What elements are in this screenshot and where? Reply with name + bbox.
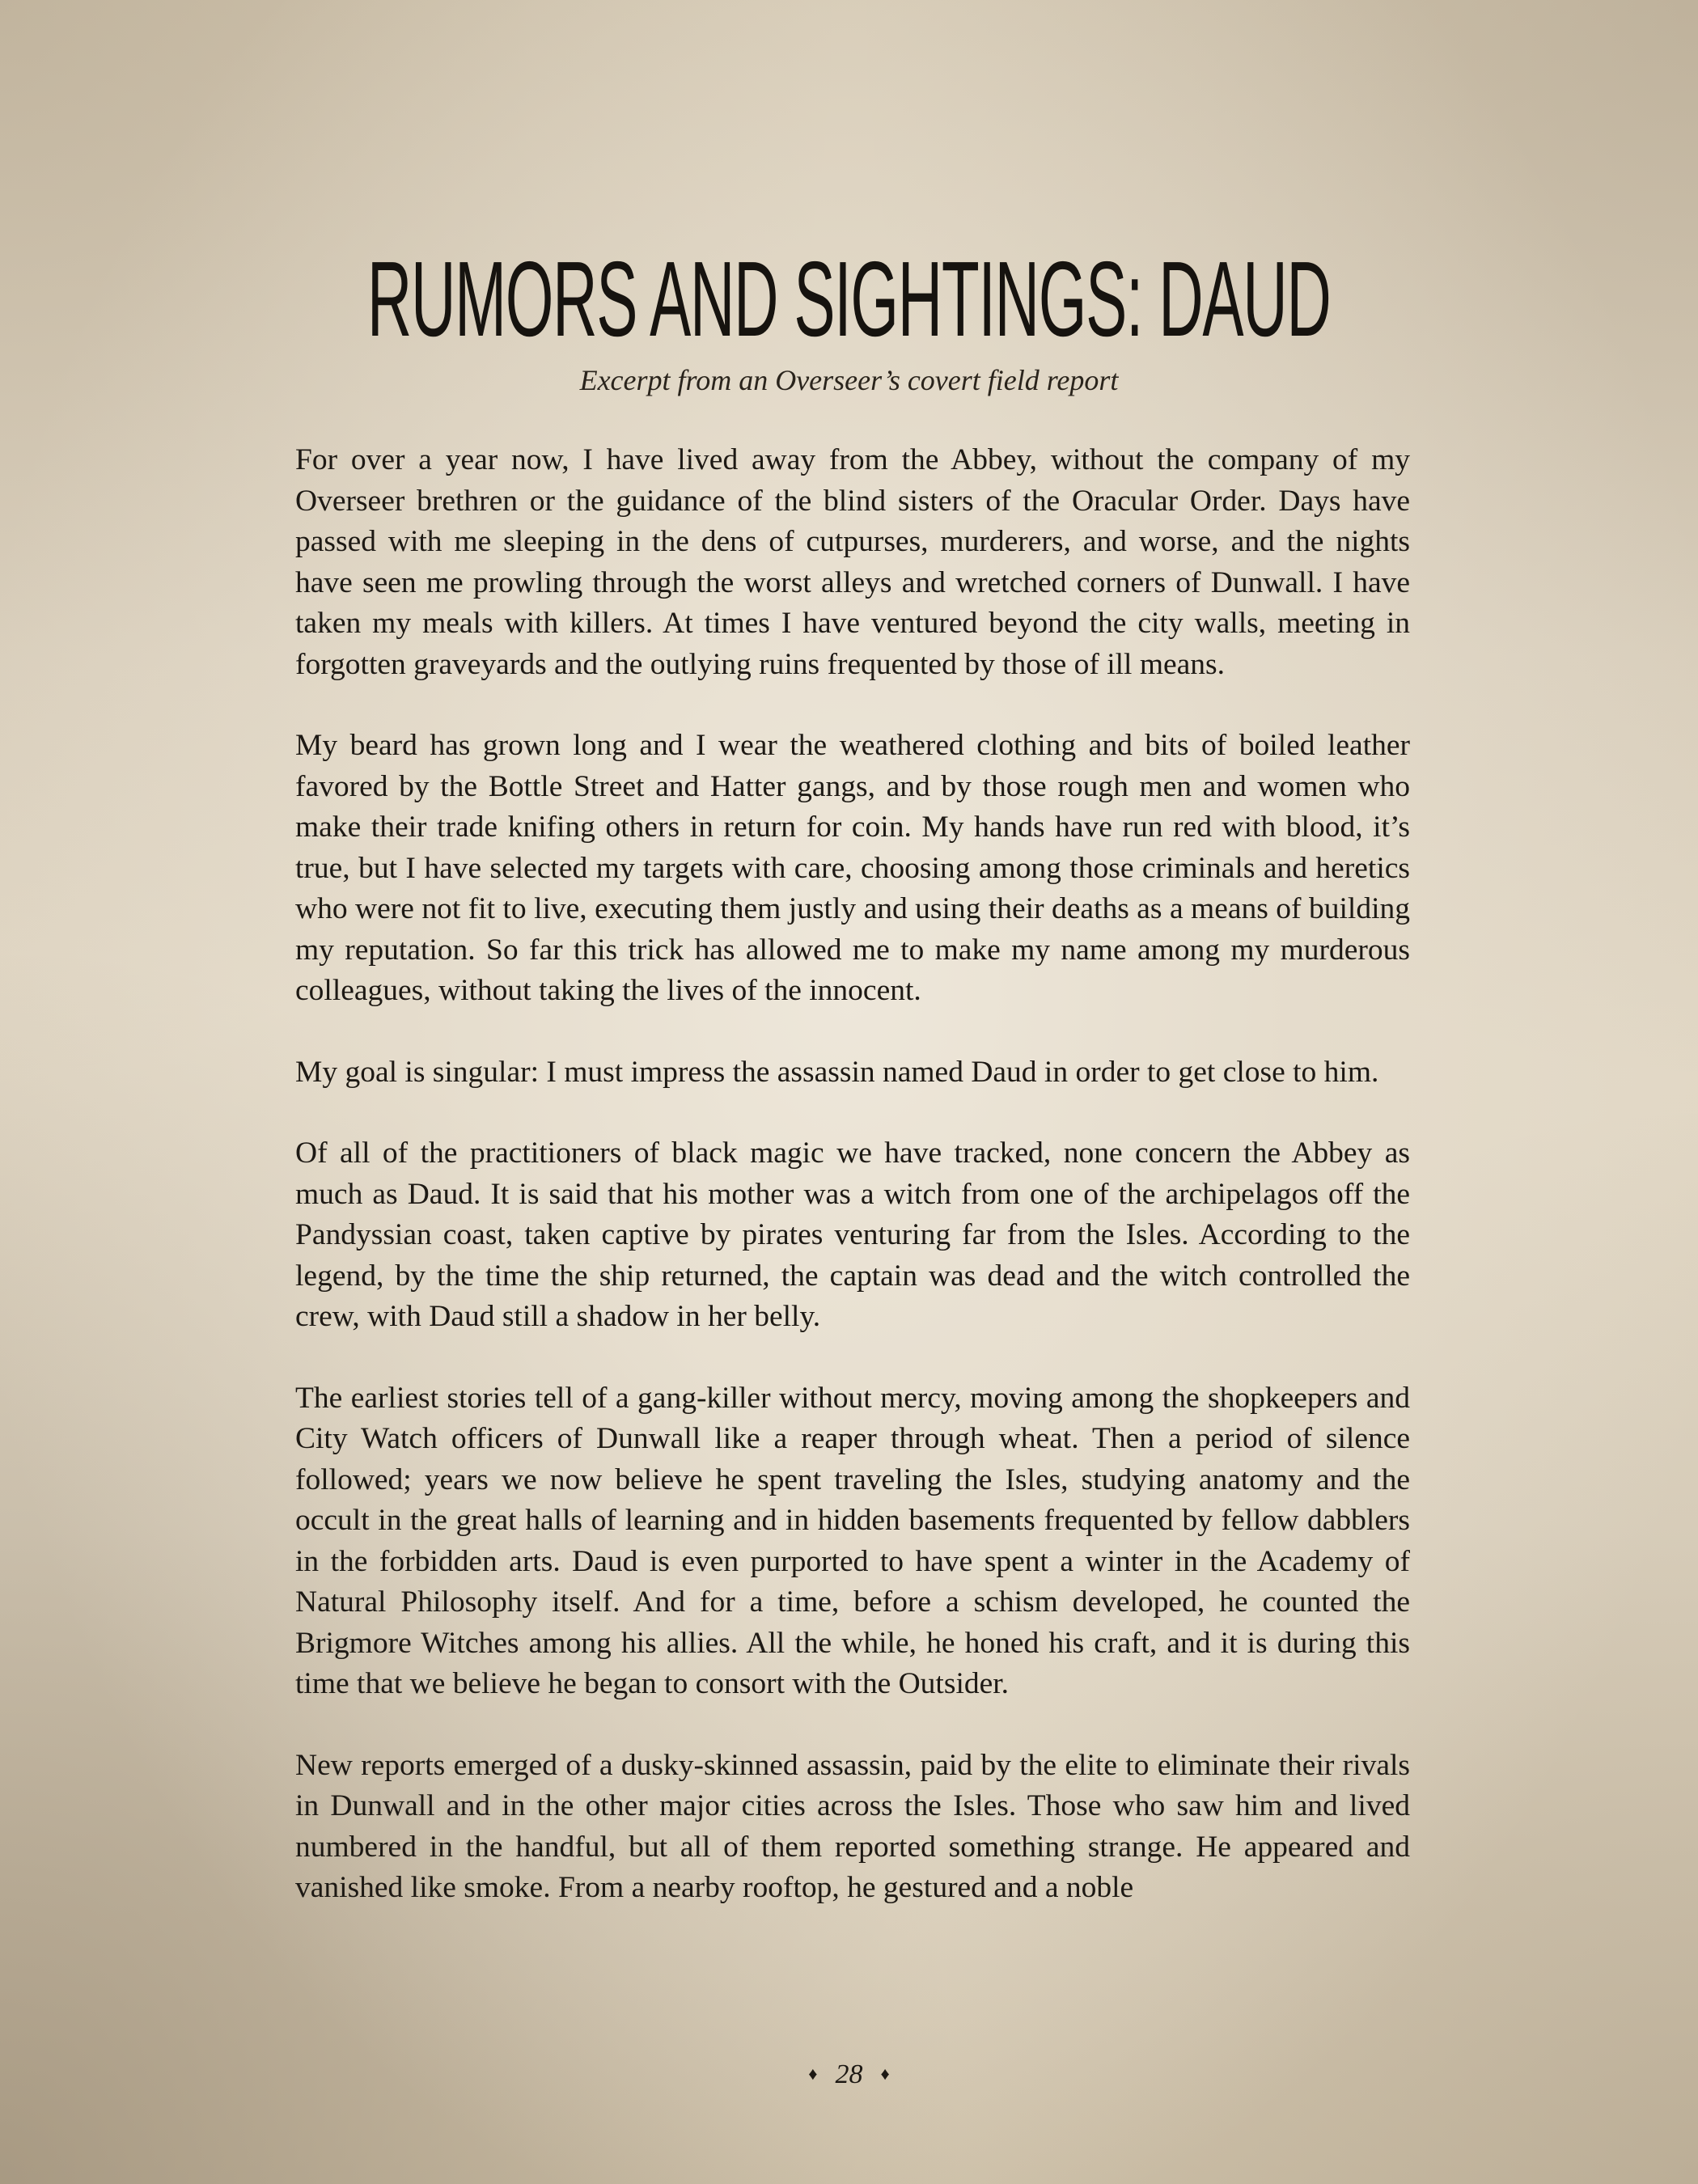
paragraph-5: The earliest stories tell of a gang-killer without mercy, moving among the shopkeepers and City Watch officers of Dunwall like a reaper through wheat. Then a period of silence followed; years we now believe he spent traveling the Isles, studying anatomy and the occult in the great halls of learning and in hidden basements frequented by fellow dabblers in the forbidden arts. Daud is even purported to have spent a winter in the Academy of Natural Philosophy itself. And for a time, before a schism developed, he counted the Brigmore Witches among his allies. All the while, he honed his craft, and it is during this time that we believe he began to consort with the Outsider. (295, 1381, 1410, 1700)
page-subtitle: Excerpt from an Overseer’s covert field report (579, 364, 1119, 396)
body-text (295, 440, 1410, 1949)
ornament-right-icon: ♦ (880, 2063, 890, 2084)
ornament-left-icon: ♦ (808, 2063, 818, 2084)
paragraph-1: For over a year now, I have lived away from the Abbey, without the company of my Overseer brethren or the guidance of the blind sisters of the Oracular Order. Days have passed with me sleeping in the dens of cutpurses, murderers, and worse, and the nights have seen me prowling through the worst alleys and wretched corners of Dunwall. I have taken my meals with killers. At times I have ventured beyond the city walls, meeting in forgotten graveyards and the outlying ruins frequented by those of ill means. (295, 443, 1410, 681)
paragraph-6: New reports emerged of a dusky-skinned assassin, paid by the elite to eliminate their rivals in Dunwall and in the other major cities across the Isles. Those who saw him and lived numbered in the handful, but all of them reported something strange. He appeared and vanished like smoke. From a nearby rooftop, he gestured and a noble (295, 1748, 1410, 1904)
page-title: RUMORS AND SIGHTINGS: DAUD (366, 239, 1331, 358)
paragraph-3: My goal is singular: I must impress the assassin named Daud in order to get close to him. (295, 1055, 1379, 1089)
page-folio (0, 2056, 1698, 2093)
page-number: 28 (835, 2059, 863, 2089)
paragraph-2: My beard has grown long and I wear the weathered clothing and bits of boiled leather favored by the Bottle Street and Hatter gangs, and by those rough men and women who make their trade knifing others in return for coin. My hands have run red with blood, it’s true, but I have selected my targets with care, choosing among those criminals and heretics who were not fit to live, executing them justly and using their deaths as a means of building my reputation. So far this trick has allowed me to make my name among my murderous colleagues, without taking the lives of the innocent. (295, 729, 1410, 1007)
paragraph-4: Of all of the practitioners of black magic we have tracked, none concern the Abbey as much as Daud. It is said that his mother was a witch from one of the archipelagos off the Pandyssian coast, taken captive by pirates venturing far from the Isles. According to the legend, by the time the ship returned, the captain was dead and the witch controlled the crew, with Daud still a shadow in her belly. (295, 1136, 1410, 1333)
